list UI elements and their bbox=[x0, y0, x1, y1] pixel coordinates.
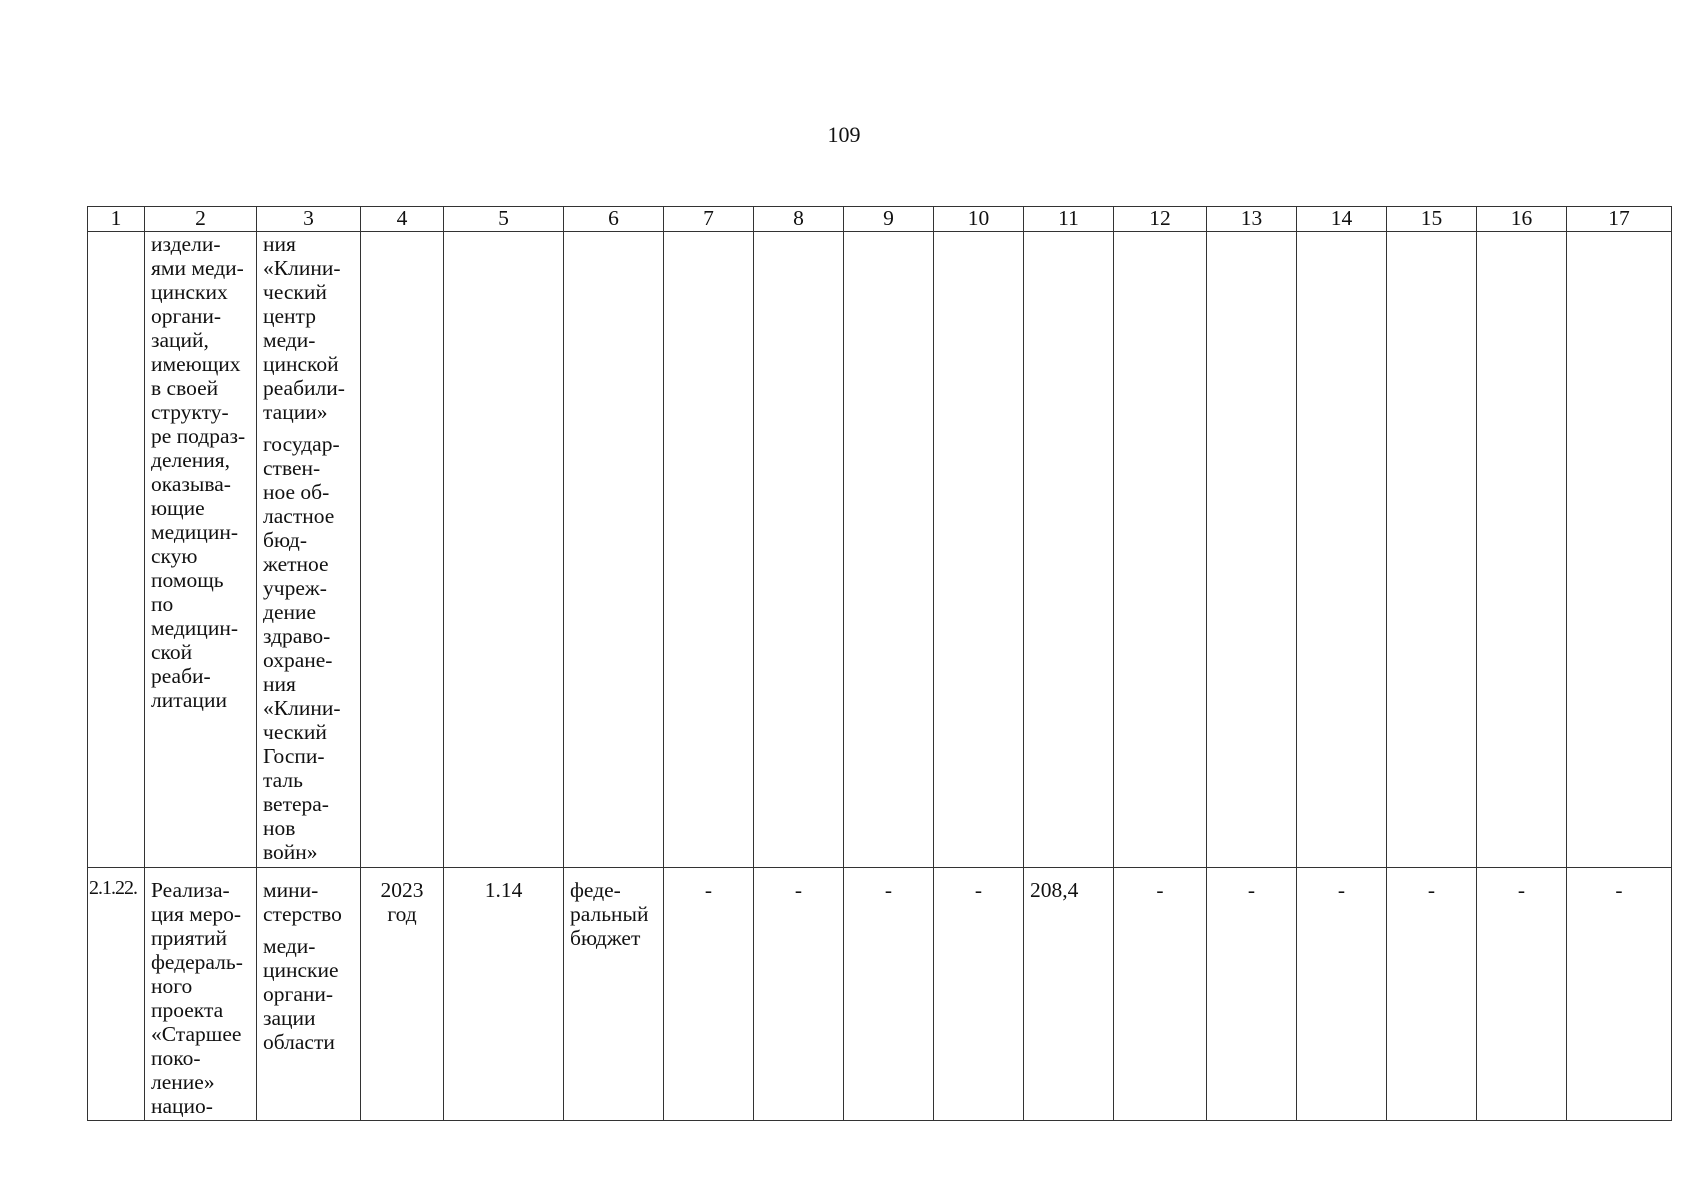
col-num-3: 3 bbox=[257, 207, 361, 232]
text-line: учреж- bbox=[263, 576, 327, 600]
text-line: меди- bbox=[263, 328, 316, 352]
text-line: ральный bbox=[570, 902, 649, 926]
table-row bbox=[88, 868, 1672, 1121]
cell-value-7: - bbox=[664, 868, 754, 1121]
text-line: цинских bbox=[151, 280, 228, 304]
text-line: нов bbox=[263, 816, 296, 840]
text-line: по bbox=[151, 592, 174, 616]
text-line: ствен- bbox=[263, 456, 321, 480]
text-line: помощь bbox=[151, 568, 224, 592]
cell-year bbox=[361, 868, 444, 1121]
text-line: тации» bbox=[263, 400, 328, 424]
cell-empty bbox=[1387, 232, 1477, 868]
text-line: ветера- bbox=[263, 792, 329, 816]
col-num-6: 6 bbox=[564, 207, 664, 232]
col-num-13: 13 bbox=[1207, 207, 1297, 232]
cell-value-11: 208,4 bbox=[1024, 868, 1114, 1121]
cell-funding-source bbox=[564, 868, 664, 1121]
cell-value-16: - bbox=[1477, 868, 1567, 1121]
cell-value-14: - bbox=[1297, 868, 1387, 1121]
cell-empty bbox=[1567, 232, 1672, 868]
text-line: зации bbox=[263, 1006, 316, 1030]
text-line: охране- bbox=[263, 648, 333, 672]
cell-activity bbox=[145, 868, 257, 1121]
text-line: войн» bbox=[263, 840, 318, 864]
col-num-11: 11 bbox=[1024, 207, 1114, 232]
program-table bbox=[87, 206, 1672, 1121]
text-line: литации bbox=[151, 688, 227, 712]
text-line: федераль- bbox=[151, 950, 243, 974]
text-line: бюджет bbox=[570, 926, 641, 950]
col-num-7: 7 bbox=[664, 207, 754, 232]
cell-value-13: - bbox=[1207, 868, 1297, 1121]
cell-empty bbox=[361, 232, 444, 868]
text-line: 2023 bbox=[380, 878, 424, 902]
col-num-9: 9 bbox=[844, 207, 934, 232]
text-line: государ- bbox=[263, 432, 340, 456]
text-line: ния bbox=[263, 672, 296, 696]
col-num-15: 15 bbox=[1387, 207, 1477, 232]
text-line: меди- bbox=[263, 934, 316, 958]
cell-value-17: - bbox=[1567, 868, 1672, 1121]
cell-empty bbox=[1024, 232, 1114, 868]
text-line: ластное bbox=[263, 504, 335, 528]
text-line: поко- bbox=[151, 1046, 201, 1070]
cell-item-number: 2.1.22. bbox=[88, 868, 145, 1121]
text-line: заций, bbox=[151, 328, 209, 352]
cell-empty bbox=[1297, 232, 1387, 868]
table-row bbox=[88, 232, 1672, 868]
cell-activity-continued bbox=[145, 232, 257, 868]
text-line: цинской bbox=[263, 352, 339, 376]
cell-empty bbox=[88, 232, 145, 868]
cell-value-15: - bbox=[1387, 868, 1477, 1121]
text-line: феде- bbox=[570, 878, 621, 902]
text-line: ями меди- bbox=[151, 256, 244, 280]
col-num-10: 10 bbox=[934, 207, 1024, 232]
text-line: Госпи- bbox=[263, 744, 325, 768]
text-line: оказыва- bbox=[151, 472, 231, 496]
col-num-14: 14 bbox=[1297, 207, 1387, 232]
text-line: центр bbox=[263, 304, 316, 328]
column-number-header-row bbox=[88, 207, 1672, 232]
text-line: реабили- bbox=[263, 376, 345, 400]
text-line: год bbox=[387, 902, 417, 926]
cell-executors bbox=[257, 868, 361, 1121]
cell-empty bbox=[664, 232, 754, 868]
cell-value-8: - bbox=[754, 868, 844, 1121]
cell-empty bbox=[444, 232, 564, 868]
text-line: органи- bbox=[151, 304, 222, 328]
text-line: деления, bbox=[151, 448, 231, 472]
col-num-12: 12 bbox=[1114, 207, 1207, 232]
text-line: медицин- bbox=[151, 616, 238, 640]
cell-empty bbox=[1207, 232, 1297, 868]
page-number: 109 bbox=[827, 122, 861, 147]
col-num-16: 16 bbox=[1477, 207, 1567, 232]
text-line: цинские bbox=[263, 958, 339, 982]
cell-indicator: 1.14 bbox=[444, 868, 564, 1121]
text-line: ской bbox=[151, 640, 193, 664]
text-line: области bbox=[263, 1030, 335, 1054]
text-line: «Клини- bbox=[263, 256, 341, 280]
text-line: «Старшее bbox=[151, 1022, 242, 1046]
cell-value-9: - bbox=[844, 868, 934, 1121]
text-line: органи- bbox=[263, 982, 334, 1006]
text-line: приятий bbox=[151, 926, 228, 950]
col-num-17: 17 bbox=[1567, 207, 1672, 232]
text-line: нацио- bbox=[151, 1094, 213, 1118]
text-line: ния bbox=[263, 232, 296, 256]
text-line: ного bbox=[151, 974, 193, 998]
text-line: реаби- bbox=[151, 664, 211, 688]
text-line: ющие bbox=[151, 496, 205, 520]
text-line: дение bbox=[263, 600, 317, 624]
text-line: имеющих bbox=[151, 352, 241, 376]
text-line: ре подраз- bbox=[151, 424, 246, 448]
text-line: ческий bbox=[263, 280, 327, 304]
text-line: здраво- bbox=[263, 624, 331, 648]
col-num-4: 4 bbox=[361, 207, 444, 232]
cell-empty bbox=[754, 232, 844, 868]
cell-executors-continued bbox=[257, 232, 361, 868]
text-line: стерство bbox=[263, 902, 342, 926]
cell-empty bbox=[844, 232, 934, 868]
cell-value-10: - bbox=[934, 868, 1024, 1121]
col-num-2: 2 bbox=[145, 207, 257, 232]
text-line: Реализа- bbox=[151, 878, 230, 902]
text-line: ное об- bbox=[263, 480, 330, 504]
text-line: в своей bbox=[151, 376, 219, 400]
col-num-5: 5 bbox=[444, 207, 564, 232]
cell-empty bbox=[1477, 232, 1567, 868]
text-line: таль bbox=[263, 768, 303, 792]
text-line: ческий bbox=[263, 720, 327, 744]
cell-empty bbox=[1114, 232, 1207, 868]
text-line: проекта bbox=[151, 998, 224, 1022]
cell-empty bbox=[934, 232, 1024, 868]
text-line: скую bbox=[151, 544, 198, 568]
col-num-1: 1 bbox=[88, 207, 145, 232]
text-line: мини- bbox=[263, 878, 319, 902]
cell-empty bbox=[564, 232, 664, 868]
text-line: бюд- bbox=[263, 528, 308, 552]
text-line: жетное bbox=[263, 552, 329, 576]
text-line: медицин- bbox=[151, 520, 238, 544]
text-line: «Клини- bbox=[263, 696, 341, 720]
text-line: издели- bbox=[151, 232, 221, 256]
text-line: структу- bbox=[151, 400, 229, 424]
text-line: ция меро- bbox=[151, 902, 242, 926]
text-line: ление» bbox=[151, 1070, 215, 1094]
col-num-8: 8 bbox=[754, 207, 844, 232]
cell-value-12: - bbox=[1114, 868, 1207, 1121]
